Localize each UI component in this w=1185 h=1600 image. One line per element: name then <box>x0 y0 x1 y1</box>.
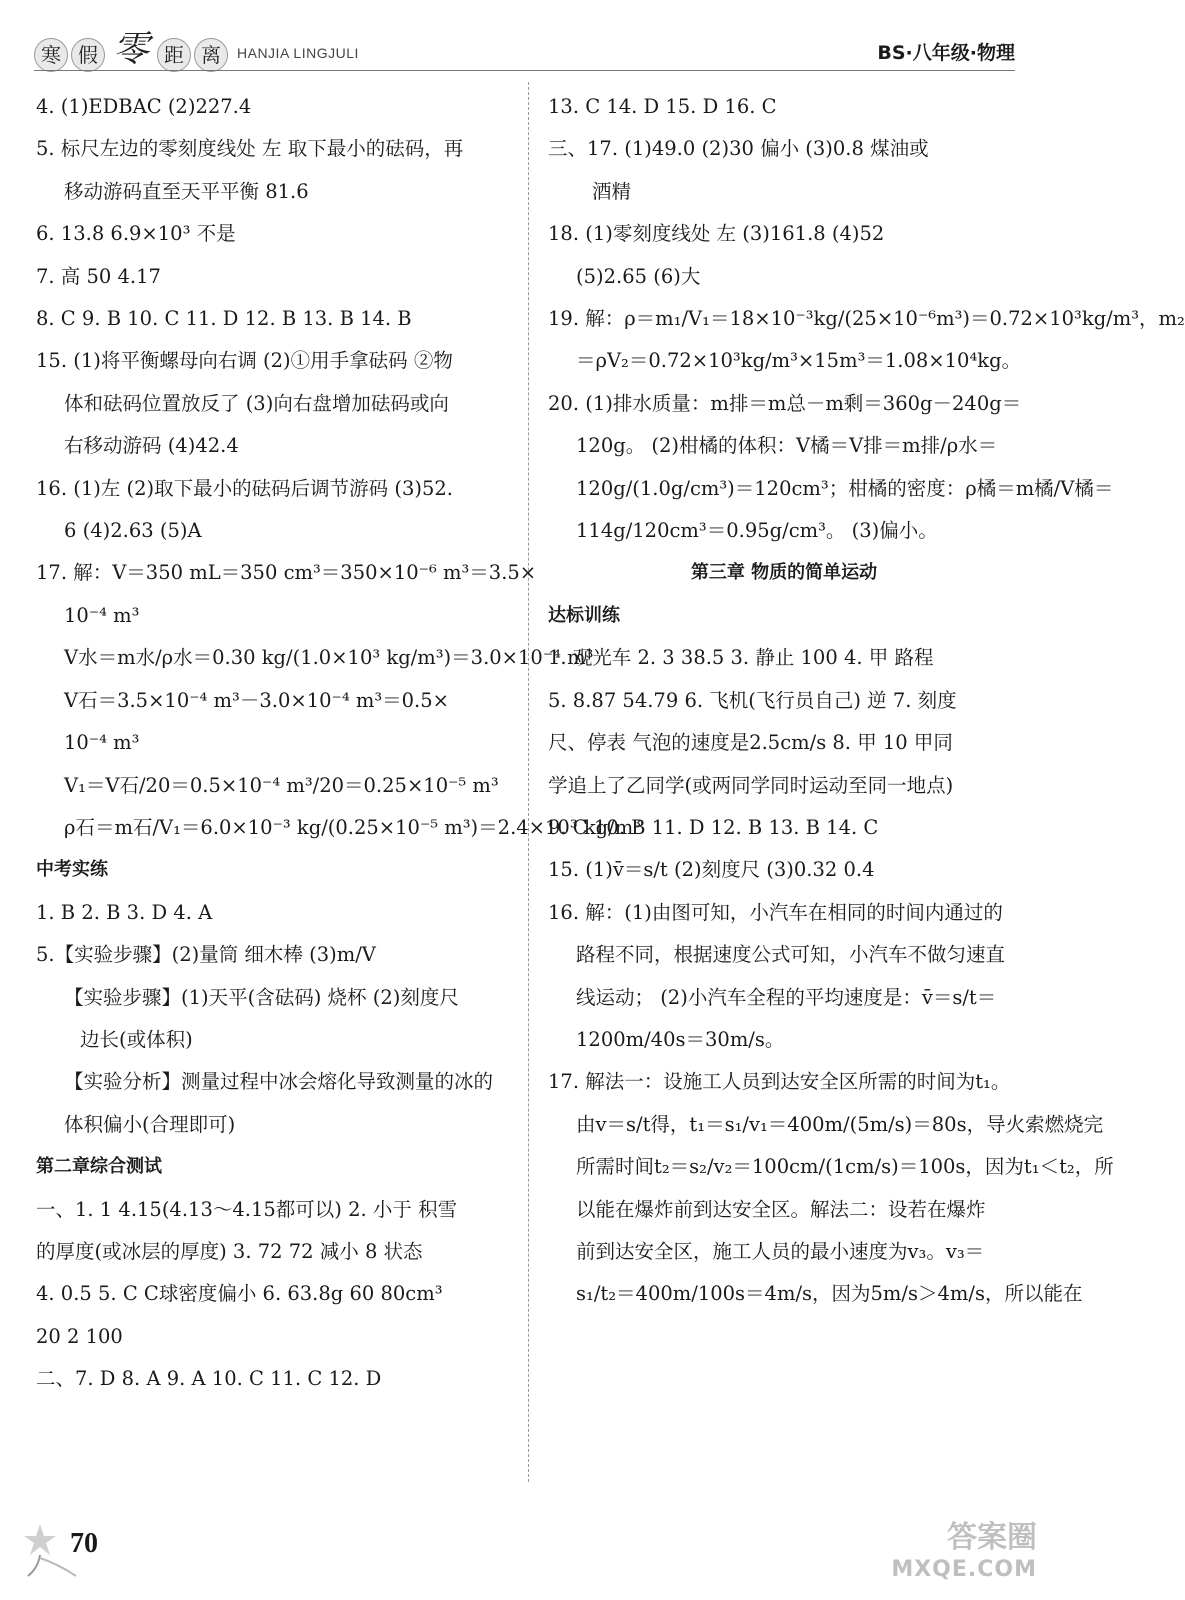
answer-line: 4. 0.5 5. C C球密度偏小 6. 63.8g 60 80cm³ <box>36 1282 443 1306</box>
watermark <box>887 1512 1037 1582</box>
answer-line: 9. C 10. B 11. D 12. B 13. B 14. C <box>548 815 879 839</box>
answer-line: 1. 观光车 2. 3 38.5 3. 静止 100 4. 甲 路程 <box>548 646 934 670</box>
answer-line: 学追上了乙同学(或两同学同时运动至同一地点) <box>548 773 954 797</box>
header-rule <box>34 70 1015 71</box>
answer-line: 16. 解：(1)由图可知，小汽车在相同的时间内通过的 <box>548 900 1003 924</box>
logo-char: 离 <box>194 38 228 72</box>
section-heading: 中考实练 <box>36 859 108 881</box>
answer-line: 20. (1)排水质量：m排＝m总－m剩＝360g－240g＝ <box>548 391 1022 415</box>
answer-line: ρ石＝m石/V₁＝6.0×10⁻³ kg/(0.25×10⁻⁵ m³)＝2.4×10³ kg/m³ <box>64 815 642 839</box>
watermark-logo-text: 答案圈 <box>947 1520 1037 1555</box>
answer-line: (5)2.65 (6)大 <box>576 264 701 288</box>
answer-line: 5. 8.87 54.79 6. 飞机(飞行员自己) 逆 7. 刻度 <box>548 688 957 712</box>
page-header <box>0 0 1077 80</box>
subject-label: BS·八年级·物理 <box>877 42 1015 64</box>
answer-line: 4. (1)EDBAC (2)227.4 <box>36 95 252 118</box>
answer-line: s₁/t₂＝400m/100s＝4m/s，因为5m/s＞4m/s，所以能在 <box>576 1282 1083 1306</box>
logo-char: 零 <box>112 29 149 70</box>
answer-line: 17. 解法一：设施工人员到达安全区所需的时间为t₁。 <box>548 1070 1011 1094</box>
answer-line: V水＝m水/ρ水＝0.30 kg/(1.0×10³ kg/m³)＝3.0×10⁻⁴ m³ <box>64 646 594 670</box>
answer-line: 路程不同，根据速度公式可知，小汽车不做匀速直 <box>576 943 1006 967</box>
answer-line: 6 (4)2.63 (5)A <box>64 519 202 543</box>
answer-line: 以能在爆炸前到达安全区。解法二：设若在爆炸 <box>576 1197 986 1221</box>
answer-line: 三、17. (1)49.0 (2)30 偏小 (3)0.8 煤油或 <box>548 137 929 161</box>
answer-line: 16. (1)左 (2)取下最小的砝码后调节游码 (3)52. <box>36 476 453 500</box>
answer-line: 前到达安全区，施工人员的最小速度为v₃。v₃＝ <box>576 1239 985 1263</box>
logo-char: 寒 <box>34 38 68 72</box>
answer-line: 6. 13.8 6.9×10³ 不是 <box>36 222 236 246</box>
answer-line: 120g。 (2)柑橘的体积：V橘＝V排＝m排/ρ水＝ <box>576 434 998 458</box>
watermark-url: MXQE.COM <box>891 1557 1037 1582</box>
answer-line: 体积偏小(合理即可) <box>64 1112 236 1136</box>
answer-line: 5.【实验步骤】(2)量筒 细木棒 (3)m/V <box>36 943 376 967</box>
answer-line: 体和砝码位置放反了 (3)向右盘增加砝码或向 <box>64 391 449 415</box>
section-heading: 第二章综合测试 <box>36 1156 162 1178</box>
star-plant-icon <box>18 1520 78 1580</box>
answer-line: 8. C 9. B 10. C 11. D 12. B 13. B 14. B <box>36 307 412 331</box>
page-number: 70 <box>70 1528 98 1559</box>
answer-line: 18. (1)零刻度线处 左 (3)161.8 (4)52 <box>548 222 885 246</box>
answer-line: 10⁻⁴ m³ <box>64 731 140 755</box>
answer-line: 【实验步骤】(1)天平(含砝码) 烧杯 (2)刻度尺 <box>64 985 459 1009</box>
answer-line: 10⁻⁴ m³ <box>64 603 140 627</box>
answer-line: 15. (1)将平衡螺母向右调 (2)①用手拿砝码 ②物 <box>36 349 453 373</box>
answer-line: 所需时间t₂＝s₂/v₂＝100cm/(1cm/s)＝100s，因为t₁＜t₂，所 <box>576 1155 1114 1179</box>
logo-char: 距 <box>157 38 191 72</box>
answer-line: 【实验分析】测量过程中冰会熔化导致测量的冰的 <box>64 1070 494 1094</box>
answer-line: 5. 标尺左边的零刻度线处 左 取下最小的砝码，再 <box>36 137 464 161</box>
answer-line: 114g/120cm³＝0.95g/cm³。 (3)偏小。 <box>576 519 938 543</box>
answer-line: 的厚度(或冰层的厚度) 3. 72 72 减小 8 状态 <box>36 1239 423 1263</box>
answer-line: 线运动； (2)小汽车全程的平均速度是：v̄＝s/t＝ <box>576 985 997 1009</box>
answer-line: 右移动游码 (4)42.4 <box>64 434 239 458</box>
answer-line: 13. C 14. D 15. D 16. C <box>548 95 777 118</box>
answer-line: 120g/(1.0g/cm³)＝120cm³；柑橘的密度：ρ橘＝m橘/V橘＝ <box>576 476 1114 500</box>
answer-line: 1200m/40s＝30m/s。 <box>576 1027 785 1051</box>
series-logo <box>34 26 359 72</box>
answer-line: 19. 解：ρ＝m₁/V₁＝18×10⁻³kg/(25×10⁻⁶m³)＝0.72×10³kg/m³，m₂ <box>548 307 1185 331</box>
section-heading: 第三章 物质的简单运动 <box>690 562 878 584</box>
answer-line: 20 2 100 <box>36 1324 123 1348</box>
column-divider <box>528 82 529 1482</box>
answer-line: 由v＝s/t得，t₁＝s₁/v₁＝400m/(5m/s)＝80s，导火索燃烧完 <box>576 1112 1104 1136</box>
section-heading: 达标训练 <box>548 604 620 626</box>
answer-line: 15. (1)v̄＝s/t (2)刻度尺 (3)0.32 0.4 <box>548 858 875 882</box>
answer-line: 移动游码直至天平平衡 81.6 <box>64 179 309 203</box>
answer-line: V石＝3.5×10⁻⁴ m³－3.0×10⁻⁴ m³＝0.5× <box>64 688 449 712</box>
logo-char: 假 <box>71 38 105 72</box>
answer-line: 二、7. D 8. A 9. A 10. C 11. C 12. D <box>36 1367 382 1391</box>
answer-line: 17. 解：V＝350 mL＝350 cm³＝350×10⁻⁶ m³＝3.5× <box>36 561 537 585</box>
footer-ornament <box>18 1520 218 1580</box>
answer-line: 1. B 2. B 3. D 4. A <box>36 900 213 924</box>
logo-pinyin: HANJIA LINGJULI <box>237 45 359 61</box>
answer-line: 7. 高 50 4.17 <box>36 264 161 288</box>
answer-line: ＝ρV₂＝0.72×10³kg/m³×15m³＝1.08×10⁴kg。 <box>576 349 1022 373</box>
answer-line: 一、1. 1 4.15(4.13～4.15都可以) 2. 小于 积雪 <box>36 1197 458 1221</box>
right-column <box>548 86 1185 1316</box>
answer-line: V₁＝V石/20＝0.5×10⁻⁴ m³/20＝0.25×10⁻⁵ m³ <box>64 773 499 797</box>
answer-line: 酒精 <box>592 179 632 203</box>
answer-line: 边长(或体积) <box>80 1027 193 1051</box>
answer-line: 尺、停表 气泡的速度是2.5cm/s 8. 甲 10 甲同 <box>548 731 953 755</box>
